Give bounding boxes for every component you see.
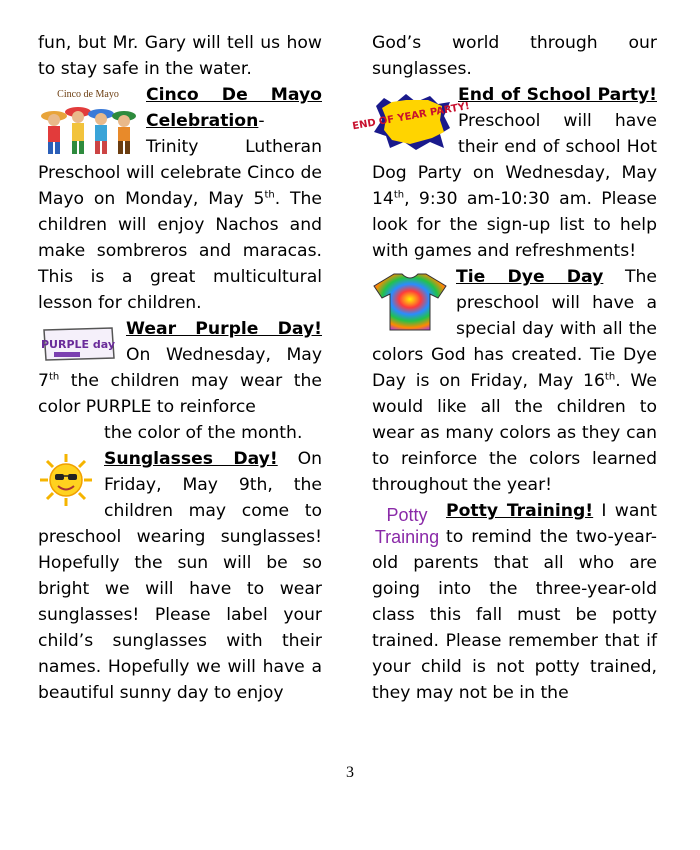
cinco-heading: Cinco De Mayo Celebration	[146, 85, 322, 131]
cinco-sup: th	[264, 189, 275, 201]
tie-dye-text-a: The preschool will have a special day with all the colors God has created. Tie Dye Day is on Friday, May 16	[372, 267, 657, 391]
purple-sup: th	[48, 371, 60, 383]
purple-text-b: the children may wear the color PURPLE to reinforce	[38, 371, 322, 417]
intro-paragraph: fun, but Mr. Gary will tell us how to stay safe in the water.	[38, 33, 322, 79]
sunglasses-text: On Friday, May 9th, the children may come to preschool wearing sunglasses! Hopefully the sun will be so bright we will have to wear sunglasses! Please label your child’s sunglasses with their names. Hopefully we will have a beautiful sunny day to enjoy	[38, 449, 322, 703]
tie-dye-day-section	[372, 264, 657, 498]
tie-dye-heading: Tie Dye Day	[456, 267, 604, 287]
end-of-school-text-a: Preschool will have their end of school Hot Dog Party on Wednesday, May 14	[372, 111, 657, 209]
left-column	[38, 30, 322, 706]
end-of-school-text-b: , 9:30 am-10:30 am. Please look for the sign-up list to help with games and refreshments!	[372, 189, 657, 261]
purple-day-tail: the color of the month.	[104, 423, 303, 443]
potty-training-section	[372, 498, 657, 706]
cinco-text-a: - Trinity Lutheran Preschool will celebrate Cinco de Mayo on Monday, May 5	[38, 111, 322, 209]
cinco-de-mayo-image	[38, 86, 138, 158]
potty-badge-line2: Training	[374, 527, 440, 547]
potty-training-badge	[372, 504, 442, 548]
cinco-text-b: . The children will enjoy Nachos and make sombreros and maracas. This is a great multicultural lesson for children.	[38, 189, 322, 313]
potty-heading: Potty Training!	[446, 501, 594, 521]
tie-dye-sup: th	[604, 371, 616, 383]
page-number: 3	[346, 764, 354, 781]
end-of-year-party-image	[351, 92, 471, 152]
tie-dye-shirt-image	[372, 270, 448, 332]
purple-heading: Wear Purple Day!	[126, 319, 322, 339]
end-of-school-heading: End of School Party!	[458, 85, 657, 105]
potty-badge-line1: Potty	[386, 505, 428, 525]
child-3	[88, 109, 114, 154]
purple-badge-text: PURPLE day	[40, 338, 116, 351]
child-4	[112, 111, 136, 154]
child-1	[41, 111, 67, 154]
purple-day-section	[38, 316, 322, 446]
right-column	[351, 30, 657, 706]
party-badge-text: END OF YEAR PARTY!	[351, 100, 471, 133]
cinco-de-mayo-section	[38, 82, 322, 316]
sunglasses-heading: Sunglasses Day!	[104, 449, 278, 469]
right-intro-paragraph: God’s world through our sunglasses.	[372, 33, 657, 79]
cinco-badge-text: Cinco de Mayo	[57, 89, 119, 100]
end-of-school-section	[351, 82, 657, 264]
tie-dye-text-b: . We would like all the children to wear as many colors as they can to reinforce the colors learned throughout the year!	[372, 371, 657, 495]
purple-day-image	[38, 324, 118, 364]
sun-image	[38, 452, 94, 508]
purple-text-a: On Wednesday, May 7	[38, 345, 322, 391]
sunglasses-day-section	[38, 446, 322, 706]
child-2	[65, 107, 91, 154]
potty-text: I want to remind the two-year-old parents that all who are going into the three-year-old class this fall must be potty trained. Please remember that if your child is not potty trained, they may not be in the	[372, 501, 657, 703]
end-of-school-sup: th	[393, 189, 405, 201]
